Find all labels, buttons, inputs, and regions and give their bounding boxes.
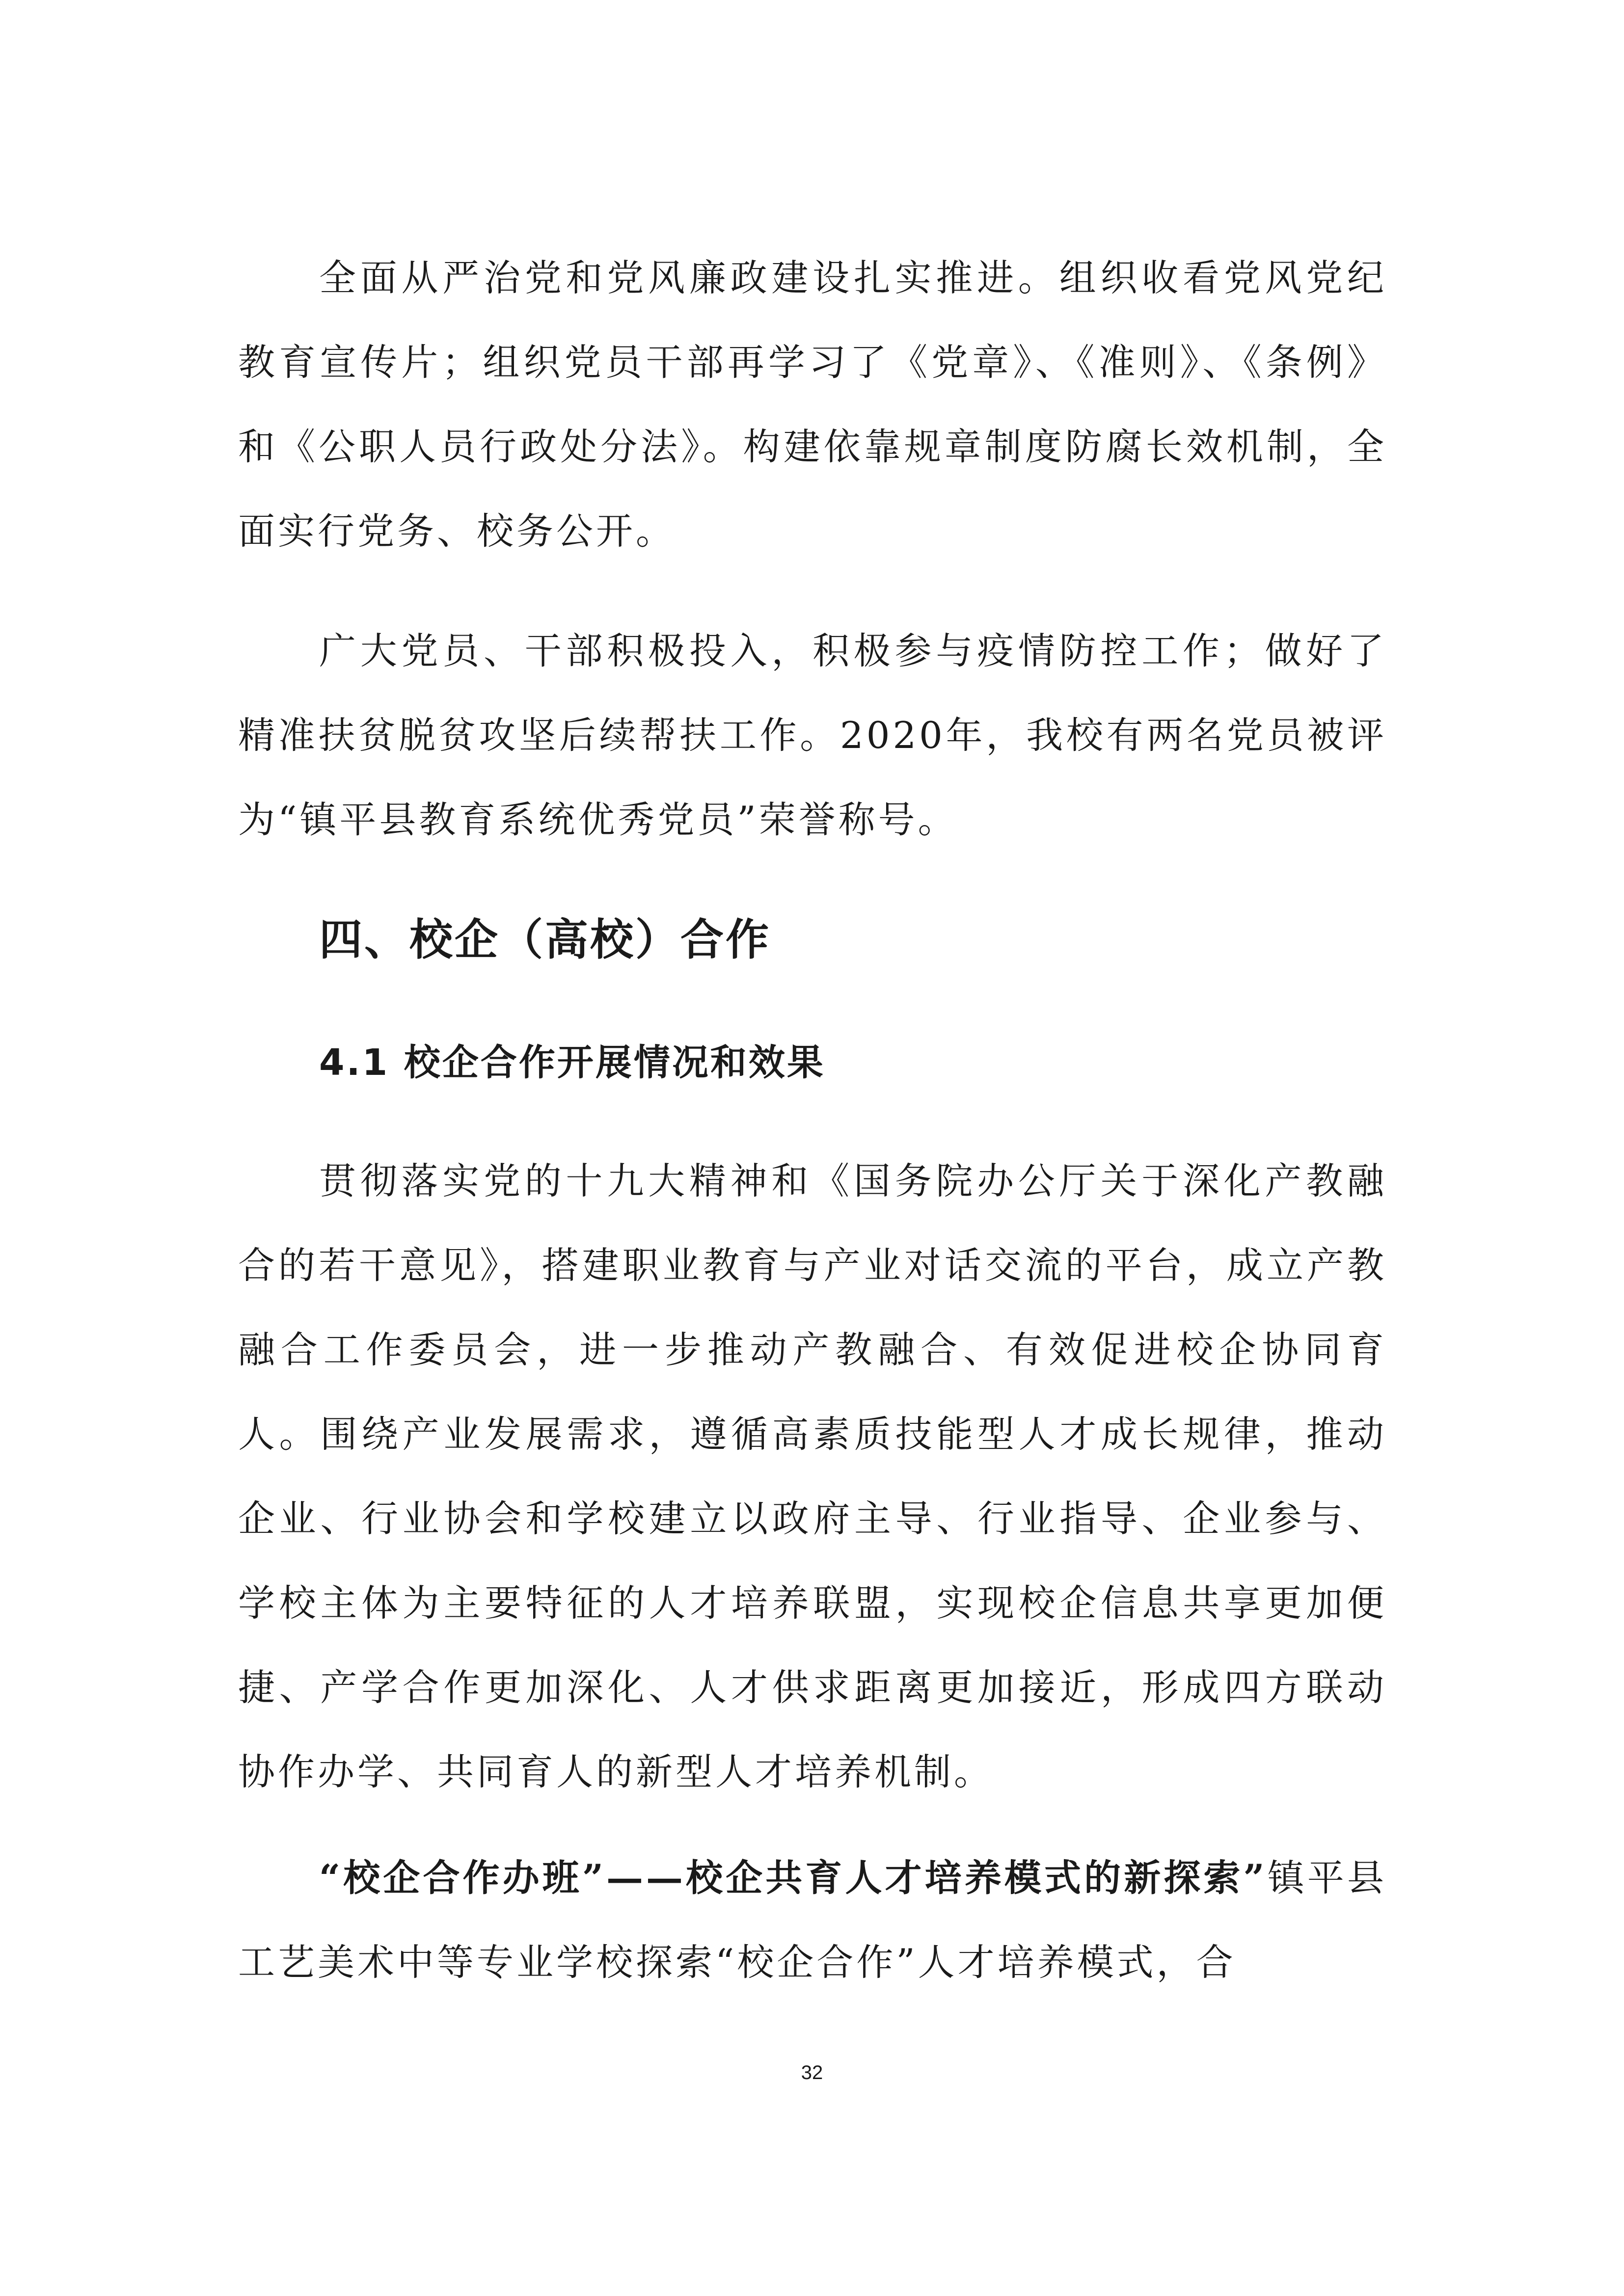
paragraph-party-discipline: 全面从严治党和党风廉政建设扎实推进。组织收看党风党纪教育宣传片；组织党员干部再学习了《党章》、《准则》、《条例》和《公职人员行政处分法》。构建依靠规章制度防腐长效机制，全面实行党务、校务公开。 [238,256,1387,553]
page-number: 32 [801,2062,823,2083]
paragraph-body-text: 镇平县工艺美术中等专业学校探索“校企合作”人才培养模式，合 [238,1856,1387,1984]
subsection-heading: 4.1 校企合作开展情况和效果 [319,1041,825,1084]
paragraph-party-members: 广大党员、干部积极投入，积极参与疫情防控工作；做好了精准扶贫脱贫攻坚后续帮扶工作。2020年，我校有两名党员被评为“镇平县教育系统优秀党员”荣誉称号。 [238,629,1387,841]
paragraph-bold-lead: “校企合作办班”——校企共育人才培养模式的新探索” [319,1856,1268,1899]
section-heading: 四、校企（高校）合作 [319,914,771,965]
paragraph-industry-education: 贯彻落实党的十九大精神和《国务院办公厅关于深化产教融合的若干意见》，搭建职业教育与产业对话交流的平台，成立产教融合工作委员会，进一步推动产教融合、有效促进校企协同育人。围绕产业发展需求，遵循高素质技能型人才成长规律，推动企业、行业协会和学校建立以政府主导、行业指导、企业参与、学校主体为主要特征的人才培养联盟，实现校企信息共享更加便捷、产学合作更加深化、人才供求距离更加接近，形成四方联动协作办学、共同育人的新型人才培养机制。 [238,1159,1387,1793]
document-page [238,0,1387,2296]
paragraph-cooperative-class [238,1836,1387,2004]
